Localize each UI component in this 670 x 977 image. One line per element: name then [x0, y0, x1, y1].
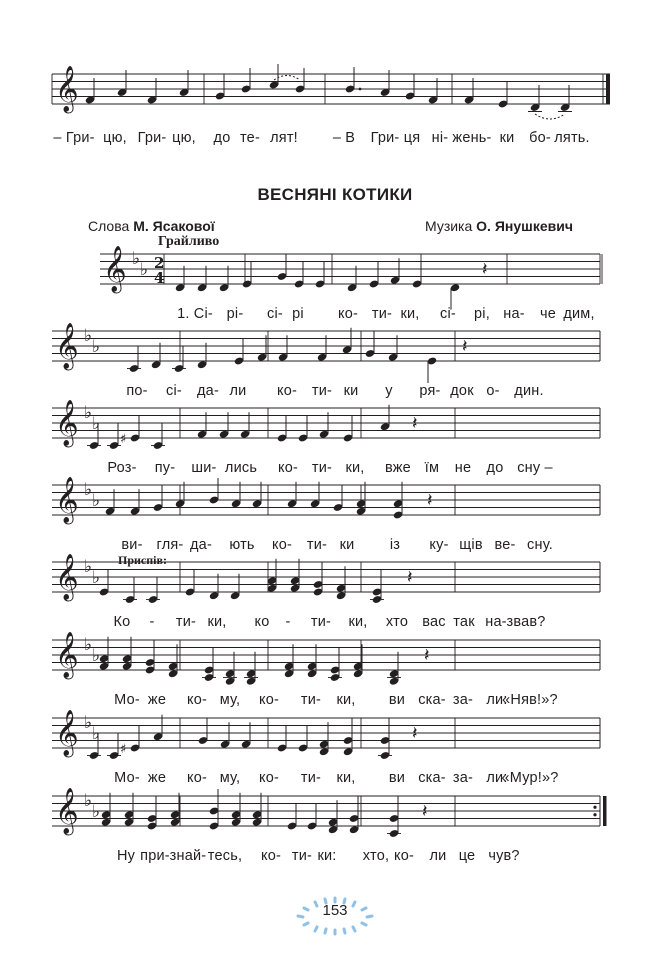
lyric-syllable: Мо- [114, 692, 140, 708]
lyric-syllable: ко- [278, 460, 298, 476]
lyric-syllable: рі- [226, 306, 244, 322]
top-notes [85, 64, 572, 112]
staff [52, 704, 617, 764]
treble-clef-icon: 𝄞 [55, 788, 79, 834]
flat-icon: ♭ [92, 646, 101, 666]
composer-credit [425, 218, 573, 234]
lyric-syllable: да- [190, 537, 212, 553]
flat-icon: ♭ [132, 249, 141, 269]
page-number: 153 [322, 902, 348, 919]
lyric-syllable: цю, [103, 130, 127, 146]
lyric-syllable: гля- [156, 537, 184, 553]
lyric-syllable: Гри- [137, 130, 167, 146]
lyric-syllable: ки, [336, 770, 356, 786]
lyric-syllable: сі- [166, 383, 182, 399]
treble-clef-icon: 𝄞 [55, 477, 79, 523]
flat-icon: ♭ [92, 802, 101, 822]
lyric-syllable: ки [343, 383, 359, 399]
lyric-syllable: ки [499, 130, 515, 146]
lyric-syllable: да- [197, 383, 219, 399]
lyric-syllable: рі [292, 306, 304, 322]
quarter-rest-icon: 𝄽 [424, 645, 430, 666]
lyric-syllable: - [285, 614, 291, 630]
lyric-syllable: сну. [527, 537, 553, 553]
lyric-syllable: ки, [400, 306, 420, 322]
lyric-syllable: жень- [452, 130, 492, 146]
lyricist-credit [88, 218, 215, 234]
lyric-syllable: за- [452, 770, 474, 786]
lyric-syllable: сну – [517, 460, 553, 476]
lyric-syllable: рі, [474, 306, 490, 322]
lyrics-line [52, 848, 617, 870]
lyric-syllable: лись [224, 460, 258, 476]
lyric-syllable: ко- [338, 306, 358, 322]
chorus-label: Приспів: [118, 553, 167, 567]
lyric-syllable: «Няв!»? [502, 692, 558, 708]
quarter-rest-icon: 𝄽 [407, 567, 413, 588]
lyric-syllable: тесь, [207, 848, 243, 864]
lyric-syllable: дин. [514, 383, 544, 399]
flat-icon: ♭ [92, 337, 101, 357]
lyric-syllable: вже [385, 460, 411, 476]
treble-clef-icon: 𝄞 [103, 246, 127, 292]
lyric-syllable: ко- [259, 770, 279, 786]
lyric-syllable: ти- [311, 383, 333, 399]
time-signature-bottom: 4 [154, 269, 165, 287]
staff [52, 317, 617, 377]
flat-icon: ♭ [92, 568, 101, 588]
lyric-syllable: че [539, 306, 557, 322]
lyric-syllable: ти- [310, 614, 332, 630]
lyric-syllable: ска- [418, 692, 446, 708]
lyric-syllable: хто, [362, 848, 390, 864]
lyric-syllable: лять. [554, 130, 590, 146]
lyric-syllable: із [389, 537, 401, 553]
lyric-syllable: те- [240, 130, 260, 146]
repeat-dot [593, 806, 596, 809]
lyric-syllable: ли [429, 848, 447, 864]
music-system [52, 782, 617, 872]
lyric-syllable: Гри- [370, 130, 400, 146]
flat-icon: ♭ [92, 491, 101, 511]
time-signature-top: 2 [154, 254, 165, 272]
lyric-syllable: дим, [563, 306, 595, 322]
lyric-syllable: пу- [154, 460, 176, 476]
lyric-syllable: ця [403, 130, 421, 146]
lyric-syllable: ко [254, 614, 270, 630]
staff [52, 394, 617, 454]
staff [52, 471, 617, 531]
quarter-rest-icon: 𝄽 [462, 336, 468, 357]
lyric-syllable: на- [503, 306, 525, 322]
lyric-syllable: док [450, 383, 474, 399]
lyric-syllable: Мо- [114, 770, 140, 786]
music-system [52, 626, 617, 716]
lyric-syllable: ки, [345, 460, 365, 476]
lyric-syllable: о- [486, 383, 500, 399]
lyricist-prefix: Слова [88, 218, 130, 234]
lyric-syllable: ли: [486, 692, 508, 708]
flat-icon: ♭ [84, 791, 93, 811]
treble-clef-icon: 𝄞 [55, 554, 79, 600]
lyric-syllable: ку- [429, 537, 449, 553]
treble-clef-icon: 𝄞 [55, 632, 79, 678]
lyric-syllable: ють [229, 537, 255, 553]
flat-icon: ♭ [84, 480, 93, 500]
lyric-syllable: ти- [300, 692, 322, 708]
flat-icon: ♭ [84, 403, 93, 423]
lyric-syllable: ки [339, 537, 355, 553]
lyric-syllable: ши- [191, 460, 217, 476]
lyric-syllable: 1. Сі- [177, 306, 213, 322]
lyric-syllable: ря- [419, 383, 441, 399]
lyric-syllable: лят! [270, 130, 298, 146]
music-system [52, 548, 617, 638]
lyric-syllable: вас [422, 614, 446, 630]
lyric-syllable: – В [332, 130, 356, 146]
lyric-syllable: же [147, 770, 167, 786]
lyric-syllable: звав? [506, 614, 546, 630]
lyric-syllable: Роз- [107, 460, 137, 476]
lyric-syllable: не [454, 460, 472, 476]
treble-clef-icon: 𝄞 [55, 66, 79, 112]
lyric-syllable: ко- [259, 692, 279, 708]
lyric-syllable: ні- [431, 130, 449, 146]
lyric-syllable: це [458, 848, 476, 864]
flat-icon: ♭ [92, 724, 101, 744]
lyric-syllable: у [385, 383, 393, 399]
lyricist-name: М. Ясакової [133, 218, 215, 234]
staff [52, 240, 617, 300]
lyric-syllable: до [486, 460, 504, 476]
lyric-syllable: ки, [348, 614, 368, 630]
lyric-syllable: так [453, 614, 475, 630]
flat-icon: ♭ [84, 326, 93, 346]
staff [52, 548, 617, 608]
quarter-rest-icon: 𝄽 [482, 259, 488, 280]
staff [52, 782, 617, 842]
lyric-syllable: Ко [113, 614, 131, 630]
lyric-syllable: ли: [486, 770, 508, 786]
flat-icon: ♭ [92, 414, 101, 434]
repeat-dot [593, 813, 596, 816]
lyric-syllable: знай- [169, 848, 207, 864]
sharp-icon: ♯ [120, 742, 127, 757]
lyric-syllable: при- [140, 848, 170, 864]
top-music-system [52, 60, 617, 150]
lyric-syllable: – Гри- [53, 130, 95, 146]
lyric-syllable: за- [452, 692, 474, 708]
lyric-syllable: ко- [277, 383, 297, 399]
staff [52, 626, 617, 686]
lyric-syllable: ко- [187, 770, 207, 786]
top-staff [52, 60, 617, 120]
quarter-rest-icon: 𝄽 [412, 413, 418, 434]
treble-clef-icon: 𝄞 [55, 710, 79, 756]
flat-icon: ♭ [84, 635, 93, 655]
lyric-syllable: Ну [116, 848, 136, 864]
lyric-syllable: ти- [306, 537, 328, 553]
lyric-syllable: ти- [291, 848, 313, 864]
lyric-syllable: «Мур!»? [501, 770, 559, 786]
lyric-syllable: ли [229, 383, 247, 399]
lyric-syllable: до [213, 130, 231, 146]
lyric-syllable: ко- [261, 848, 281, 864]
lyric-syllable: ви [388, 770, 406, 786]
composer-name: О. Янушкевич [476, 218, 573, 234]
sharp-icon: ♯ [120, 432, 127, 447]
lyric-syllable: ко- [187, 692, 207, 708]
lyric-syllable: ска- [418, 770, 446, 786]
lyric-syllable: ти- [300, 770, 322, 786]
lyric-syllable: по- [126, 383, 148, 399]
music-system [52, 704, 617, 794]
lyric-syllable: ти- [311, 460, 333, 476]
flat-icon: ♭ [84, 713, 93, 733]
tempo-marking: Грайливо [158, 234, 220, 249]
lyric-syllable: же [147, 692, 167, 708]
lyric-syllable: цю, [172, 130, 196, 146]
lyric-syllable: ти- [371, 306, 393, 322]
lyric-syllable: ви- [121, 537, 143, 553]
song-title: ВЕСНЯНІ КОТИКИ [257, 185, 413, 204]
lyric-syllable: ко- [394, 848, 414, 864]
lyric-syllable: ки, [336, 692, 356, 708]
flat-icon: ♭ [140, 260, 149, 280]
lyric-syllable: сі- [267, 306, 283, 322]
lyric-syllable: ко- [272, 537, 292, 553]
lyric-syllable: щів [459, 537, 483, 553]
quarter-rest-icon: 𝄽 [427, 490, 433, 511]
quarter-rest-icon: 𝄽 [422, 801, 428, 822]
lyric-syllable: сі- [440, 306, 456, 322]
flat-icon: ♭ [84, 557, 93, 577]
lyric-syllable: їм [424, 460, 440, 476]
final-bar-line [603, 796, 607, 826]
lyric-syllable: му, [219, 692, 241, 708]
treble-clef-icon: 𝄞 [55, 323, 79, 369]
lyric-syllable: ки, [207, 614, 227, 630]
lyric-syllable: ти- [175, 614, 197, 630]
lyric-syllable: - [149, 614, 155, 630]
lyric-syllable: ви [388, 692, 406, 708]
treble-clef-icon: 𝄞 [55, 400, 79, 446]
lyric-syllable: ве- [494, 537, 516, 553]
lyric-syllable: бо- [529, 130, 551, 146]
quarter-rest-icon: 𝄽 [412, 723, 418, 744]
composer-prefix: Музика [425, 218, 473, 234]
lyric-syllable: му, [219, 770, 241, 786]
lyric-syllable: хто [385, 614, 409, 630]
lyric-syllable: ки: [317, 848, 337, 864]
lyric-syllable: чув? [488, 848, 520, 864]
lyric-syllable: на- [485, 614, 507, 630]
top-lyrics-line [52, 130, 617, 152]
